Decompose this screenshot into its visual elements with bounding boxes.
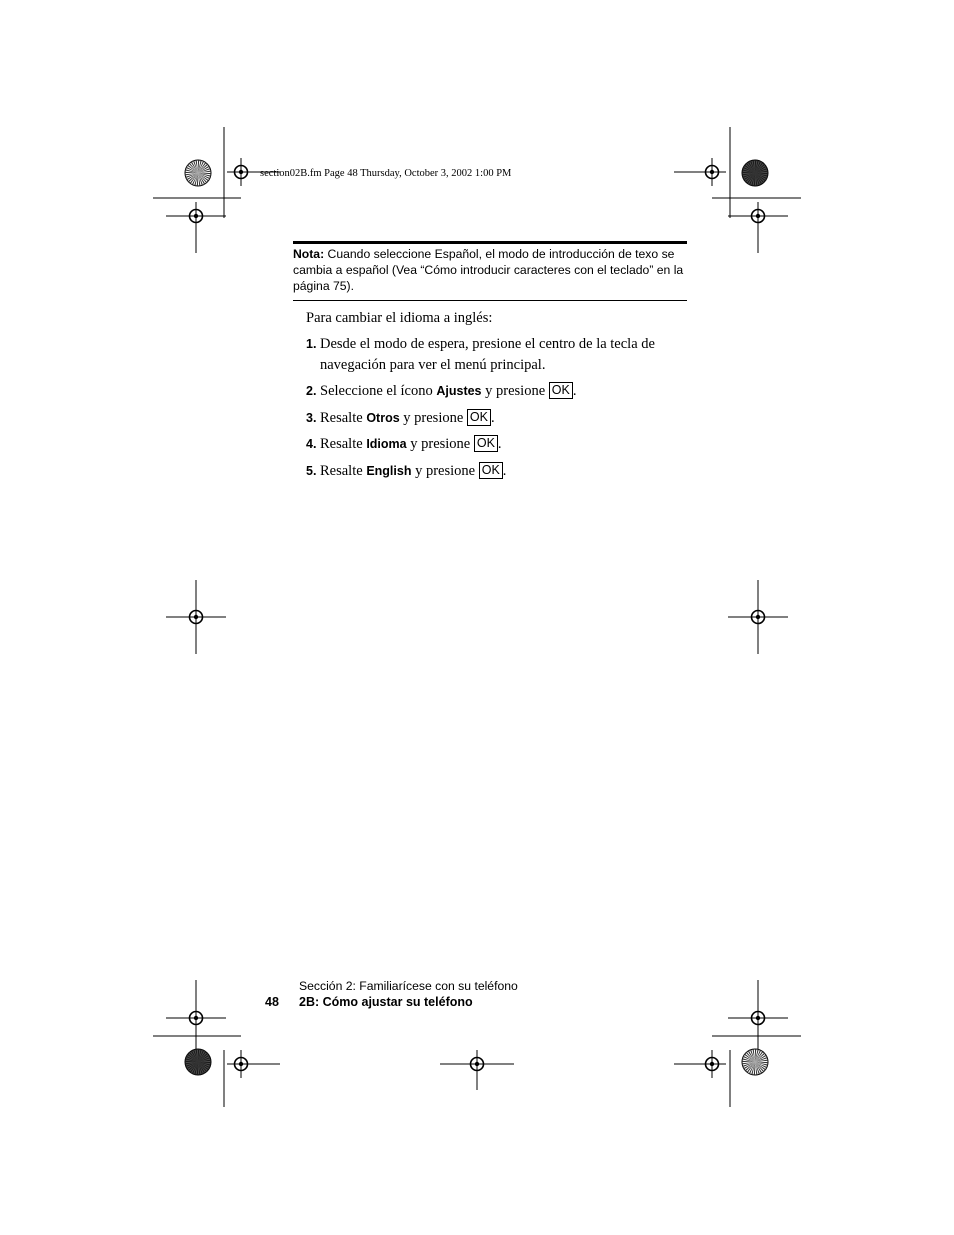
- step-text: .: [572, 383, 577, 399]
- step-text: y presione: [399, 410, 467, 426]
- step-number: 1.: [306, 337, 317, 351]
- step-text: y presione: [481, 383, 549, 399]
- step-text: .: [502, 463, 507, 479]
- menu-item-idioma: Idioma: [366, 437, 407, 451]
- step-5: [306, 461, 696, 482]
- step-text: Resalte: [320, 463, 367, 479]
- step-text: .: [497, 436, 502, 452]
- step-4: [306, 434, 696, 455]
- step-text: y presione: [406, 436, 474, 452]
- file-slug: section02B.fm Page 48 Thursday, October 3, 2002 1:00 PM: [260, 168, 512, 179]
- step-number: 4.: [306, 437, 317, 451]
- menu-item-otros: Otros: [366, 411, 400, 425]
- step-text: Seleccione el ícono: [320, 383, 437, 399]
- step-number: 2.: [306, 384, 317, 398]
- intro-text: Para cambiar el idioma a inglés:: [306, 310, 493, 326]
- step-number: 3.: [306, 411, 317, 425]
- note-text: Cuando seleccione Español, el modo de introducción de texo se cambia a español (Vea “Cómo introducir caracteres con el teclado” en la página 75).: [293, 247, 684, 293]
- note-box: [293, 246, 685, 294]
- note-bottom-rule: [293, 300, 687, 301]
- footer-subsection-title: 2B: Cómo ajustar su teléfono: [299, 995, 473, 1009]
- menu-item-ajustes: Ajustes: [436, 384, 482, 398]
- ok-key-icon: OK: [474, 435, 498, 452]
- step-text: Resalte: [320, 410, 367, 426]
- step-number: 5.: [306, 464, 317, 478]
- ok-key-icon: OK: [479, 462, 503, 479]
- step-3: [306, 408, 696, 429]
- note-label: Nota:: [293, 247, 325, 261]
- page-number: 48: [265, 995, 279, 1009]
- footer-section-title: Sección 2: Familiarícese con su teléfono: [299, 979, 518, 993]
- step-text: .: [490, 410, 495, 426]
- step-2: [306, 381, 696, 402]
- step-text: Resalte: [320, 436, 367, 452]
- step-text: Desde el modo de espera, presione el centro de la tecla de navegación para ver el menú principal.: [320, 336, 655, 373]
- ok-key-icon: OK: [549, 382, 573, 399]
- note-top-rule: [293, 241, 687, 244]
- step-1: [306, 334, 696, 376]
- ok-key-icon: OK: [467, 409, 491, 426]
- step-text: y presione: [411, 463, 479, 479]
- menu-item-english: English: [366, 464, 412, 478]
